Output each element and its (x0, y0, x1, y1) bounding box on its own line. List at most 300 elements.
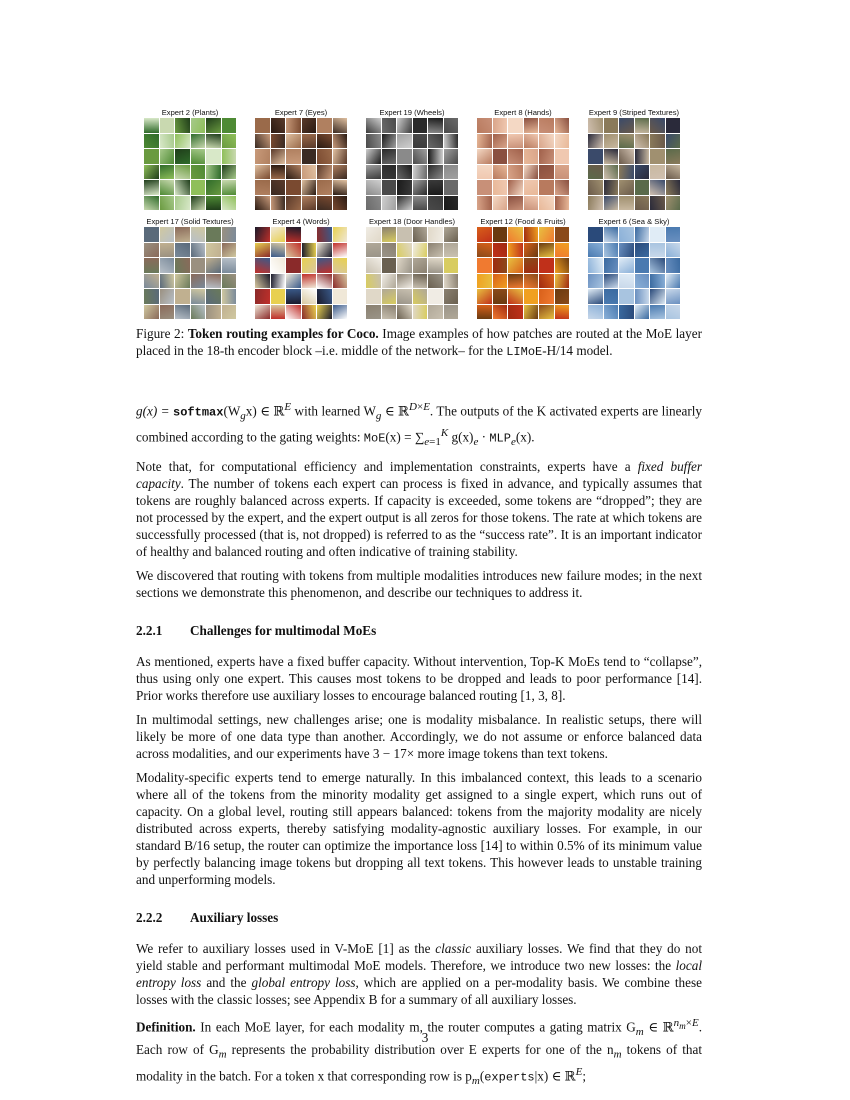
patch-tile (397, 227, 412, 242)
patch-tile (666, 305, 681, 320)
patch-tile (382, 274, 397, 289)
patch-tile (382, 134, 397, 149)
patch-tile (222, 274, 237, 289)
patch-tile (413, 165, 428, 180)
patch-tile (428, 149, 443, 164)
patch-tile (206, 134, 221, 149)
paragraph-modality-experts: Modality-specific experts tend to emerge naturally. In this imbalanced context, this leads to a scenario where all of the tokens from the minority modality get assigned to a single expert, which runs out of capacity. On a global level, routing still appears balanced: tokens from the majority modality are nicely distributed across experts, thereby satisfying modality-agnostic auxiliary losses. For example, in our standard B/16 setup, the router can optimize the importance loss [14] to within 0.5% of its minimum value by perfectly balancing image tokens but dropping all text tokens. This however leads to unstable training and unperforming models. (136, 770, 702, 888)
patch-tile (317, 305, 332, 320)
patch-tile (444, 243, 459, 258)
patch-tile (444, 258, 459, 273)
patch-tile (588, 149, 603, 164)
patch-tile (428, 274, 443, 289)
panel-title: Expert 17 (Solid Textures) (146, 217, 234, 226)
patch-tile (666, 289, 681, 304)
section-heading-aux-losses: 2.2.2 Auxiliary losses (136, 910, 279, 926)
patch-tile (175, 149, 190, 164)
patch-tile (222, 196, 237, 211)
patch-tile (666, 274, 681, 289)
patch-tile (604, 118, 619, 133)
patch-tile (144, 305, 159, 320)
patch-tile (382, 149, 397, 164)
patch-tile (317, 149, 332, 164)
patch-tile (302, 180, 317, 195)
patch-tile (524, 134, 539, 149)
figure-panel (469, 217, 577, 319)
patch-tile (160, 149, 175, 164)
patch-tile (493, 227, 508, 242)
patch-tile (493, 305, 508, 320)
patch-tile (508, 118, 523, 133)
patch-tile (413, 305, 428, 320)
patch-tile (144, 243, 159, 258)
patch-tile (477, 196, 492, 211)
patch-tile (413, 243, 428, 258)
patch-tile (444, 149, 459, 164)
patch-tile (666, 118, 681, 133)
patch-tile (222, 227, 237, 242)
patch-tile (477, 165, 492, 180)
patch-tile (539, 196, 554, 211)
patch-tile (477, 305, 492, 320)
patch-tile (286, 165, 301, 180)
patch-tile (222, 243, 237, 258)
page-content (136, 108, 702, 1097)
patch-tile (333, 274, 348, 289)
patch-tile (604, 243, 619, 258)
patch-tile (255, 243, 270, 258)
patch-tile (539, 289, 554, 304)
patch-mosaic-image (366, 227, 458, 319)
caption-text-2: -H/14 model. (542, 343, 613, 358)
patch-tile (317, 274, 332, 289)
patch-tile (175, 134, 190, 149)
patch-tile (428, 196, 443, 211)
patch-tile (271, 243, 286, 258)
patch-tile (539, 305, 554, 320)
patch-tile (477, 180, 492, 195)
patch-tile (619, 227, 634, 242)
patch-tile (604, 274, 619, 289)
patch-tile (619, 305, 634, 320)
patch-tile (333, 149, 348, 164)
patch-tile (493, 196, 508, 211)
figure-panel (247, 108, 355, 210)
panel-title: Expert 6 (Sea & Sky) (598, 217, 670, 226)
figure-panel (136, 108, 244, 210)
patch-tile (539, 165, 554, 180)
patch-tile (635, 196, 650, 211)
patch-tile (604, 289, 619, 304)
patch-tile (302, 227, 317, 242)
patch-tile (539, 180, 554, 195)
figure-panel (580, 217, 688, 319)
patch-tile (271, 118, 286, 133)
patch-tile (619, 274, 634, 289)
patch-tile (428, 243, 443, 258)
section-heading-challenges: 2.2.1 Challenges for multimodal MoEs (136, 623, 377, 639)
patch-tile (650, 134, 665, 149)
patch-tile (255, 305, 270, 320)
patch-tile (191, 149, 206, 164)
patch-tile (524, 227, 539, 242)
patch-tile (144, 149, 159, 164)
patch-tile (588, 180, 603, 195)
patch-tile (477, 149, 492, 164)
patch-tile (206, 180, 221, 195)
patch-tile (366, 227, 381, 242)
patch-tile (650, 274, 665, 289)
patch-tile (524, 289, 539, 304)
caption-mono: LIMoE (506, 345, 543, 359)
patch-tile (302, 165, 317, 180)
patch-tile (397, 289, 412, 304)
patch-mosaic-image (144, 227, 236, 319)
patch-tile (444, 274, 459, 289)
patch-tile (524, 180, 539, 195)
patch-tile (175, 118, 190, 133)
patch-tile (286, 227, 301, 242)
figure-panel (247, 217, 355, 319)
patch-mosaic-image (477, 227, 569, 319)
patch-tile (255, 149, 270, 164)
patch-tile (444, 134, 459, 149)
patch-tile (333, 227, 348, 242)
patch-tile (413, 118, 428, 133)
patch-tile (160, 165, 175, 180)
panel-title: Expert 12 (Food & Fruits) (480, 217, 566, 226)
patch-tile (397, 165, 412, 180)
patch-tile (555, 180, 570, 195)
patch-tile (619, 180, 634, 195)
patch-tile (222, 305, 237, 320)
figure-panel (136, 217, 244, 319)
panel-title: Expert 19 (Wheels) (379, 108, 445, 117)
patch-tile (604, 180, 619, 195)
patch-tile (397, 149, 412, 164)
patch-tile (539, 134, 554, 149)
patch-tile (428, 258, 443, 273)
patch-tile (271, 149, 286, 164)
patch-tile (413, 289, 428, 304)
patch-tile (524, 258, 539, 273)
patch-tile (666, 227, 681, 242)
patch-tile (302, 305, 317, 320)
patch-mosaic-image (255, 227, 347, 319)
patch-tile (413, 196, 428, 211)
patch-tile (588, 134, 603, 149)
patch-tile (650, 258, 665, 273)
patch-tile (539, 274, 554, 289)
patch-tile (271, 305, 286, 320)
patch-tile (666, 258, 681, 273)
patch-tile (175, 227, 190, 242)
patch-tile (524, 305, 539, 320)
patch-mosaic-image (366, 118, 458, 210)
patch-tile (302, 118, 317, 133)
patch-tile (382, 243, 397, 258)
patch-tile (508, 227, 523, 242)
patch-tile (604, 149, 619, 164)
patch-tile (333, 118, 348, 133)
patch-tile (255, 258, 270, 273)
patch-tile (555, 118, 570, 133)
patch-tile (413, 149, 428, 164)
patch-tile (413, 258, 428, 273)
patch-tile (255, 165, 270, 180)
patch-tile (650, 227, 665, 242)
patch-tile (650, 305, 665, 320)
patch-tile (619, 258, 634, 273)
patch-tile (444, 227, 459, 242)
patch-tile (286, 149, 301, 164)
patch-tile (619, 118, 634, 133)
patch-tile (366, 258, 381, 273)
patch-tile (191, 305, 206, 320)
patch-tile (650, 165, 665, 180)
panel-title: Expert 4 (Words) (272, 217, 330, 226)
patch-tile (493, 149, 508, 164)
caption-label: Figure 2: (136, 326, 185, 341)
patch-tile (493, 165, 508, 180)
patch-tile (604, 258, 619, 273)
patch-tile (588, 165, 603, 180)
patch-tile (206, 243, 221, 258)
patch-tile (333, 196, 348, 211)
patch-tile (493, 274, 508, 289)
patch-tile (144, 118, 159, 133)
patch-tile (255, 274, 270, 289)
patch-tile (255, 118, 270, 133)
patch-tile (317, 196, 332, 211)
patch-tile (382, 180, 397, 195)
patch-tile (317, 243, 332, 258)
patch-tile (206, 118, 221, 133)
patch-tile (477, 118, 492, 133)
patch-tile (604, 134, 619, 149)
patch-tile (160, 227, 175, 242)
patch-tile (635, 165, 650, 180)
patch-tile (444, 118, 459, 133)
patch-tile (144, 274, 159, 289)
patch-tile (160, 196, 175, 211)
patch-tile (366, 243, 381, 258)
patch-tile (144, 227, 159, 242)
patch-tile (555, 227, 570, 242)
patch-tile (477, 258, 492, 273)
patch-tile (588, 243, 603, 258)
patch-tile (413, 274, 428, 289)
patch-tile (555, 196, 570, 211)
patch-tile (397, 196, 412, 211)
patch-tile (222, 149, 237, 164)
patch-tile (604, 165, 619, 180)
patch-tile (175, 243, 190, 258)
patch-tile (144, 289, 159, 304)
patch-tile (333, 243, 348, 258)
patch-tile (555, 305, 570, 320)
patch-tile (175, 196, 190, 211)
patch-tile (635, 258, 650, 273)
patch-mosaic-image (588, 118, 680, 210)
patch-tile (635, 274, 650, 289)
patch-tile (286, 274, 301, 289)
patch-tile (191, 118, 206, 133)
patch-tile (271, 134, 286, 149)
paragraph-collapse: As mentioned, experts have a fixed buffer capacity. Without intervention, Top-K MoEs tend to “collapse”, thus using only one expert. This causes most tokens to be dropped and leads to poor performance [14]. Prior works therefore use auxiliary losses to encourage balanced routing [1, 3, 8]. (136, 654, 702, 704)
patch-tile (206, 227, 221, 242)
patch-tile (555, 289, 570, 304)
patch-tile (255, 227, 270, 242)
patch-tile (539, 227, 554, 242)
patch-tile (333, 134, 348, 149)
patch-tile (413, 134, 428, 149)
patch-tile (397, 274, 412, 289)
patch-tile (366, 118, 381, 133)
patch-tile (317, 165, 332, 180)
patch-tile (302, 149, 317, 164)
patch-tile (444, 289, 459, 304)
patch-tile (428, 289, 443, 304)
patch-tile (493, 134, 508, 149)
figure-panel (358, 108, 466, 210)
patch-tile (206, 165, 221, 180)
patch-tile (271, 274, 286, 289)
patch-tile (255, 180, 270, 195)
patch-tile (508, 305, 523, 320)
figure-panel (358, 217, 466, 319)
patch-tile (206, 305, 221, 320)
patch-tile (302, 134, 317, 149)
patch-tile (222, 180, 237, 195)
patch-tile (428, 180, 443, 195)
patch-tile (666, 149, 681, 164)
patch-tile (286, 305, 301, 320)
patch-tile (302, 243, 317, 258)
patch-tile (222, 165, 237, 180)
patch-tile (493, 289, 508, 304)
patch-tile (366, 165, 381, 180)
patch-tile (222, 289, 237, 304)
patch-tile (317, 134, 332, 149)
patch-tile (317, 180, 332, 195)
patch-tile (619, 289, 634, 304)
patch-tile (382, 165, 397, 180)
patch-tile (271, 180, 286, 195)
patch-tile (382, 289, 397, 304)
patch-tile (333, 258, 348, 273)
patch-tile (366, 196, 381, 211)
patch-tile (539, 118, 554, 133)
patch-tile (382, 227, 397, 242)
patch-tile (666, 165, 681, 180)
patch-tile (666, 134, 681, 149)
patch-tile (397, 258, 412, 273)
patch-tile (428, 305, 443, 320)
patch-tile (397, 134, 412, 149)
figure-grid (136, 108, 702, 319)
patch-tile (175, 258, 190, 273)
patch-tile (317, 118, 332, 133)
patch-tile (222, 134, 237, 149)
patch-tile (493, 118, 508, 133)
patch-tile (604, 196, 619, 211)
patch-tile (175, 305, 190, 320)
patch-tile (635, 289, 650, 304)
patch-tile (191, 289, 206, 304)
patch-tile (635, 227, 650, 242)
patch-tile (508, 289, 523, 304)
patch-tile (144, 196, 159, 211)
patch-tile (588, 196, 603, 211)
figure-caption (136, 325, 702, 361)
patch-tile (588, 274, 603, 289)
patch-tile (539, 243, 554, 258)
patch-tile (144, 134, 159, 149)
patch-tile (271, 227, 286, 242)
figure-panel (580, 108, 688, 210)
patch-tile (271, 289, 286, 304)
patch-tile (619, 243, 634, 258)
patch-tile (191, 196, 206, 211)
patch-tile (650, 289, 665, 304)
paragraph-definition: Definition. In each MoE layer, for each modality m, the router computes a gating matrix $G_m$ ∈ ℝ$^{n_m\times E}$. Each row of $G_m$ represents the probability distribution over E experts for one of the $n_m$ tokens of that modality in the batch. For a token x that corresponding row is $p_m(experts|x)$ ∈ ℝ$^E$; (136, 1017, 702, 1087)
patch-tile (539, 258, 554, 273)
patch-tile (555, 134, 570, 149)
patch-tile (619, 196, 634, 211)
caption-text-1: Image examples of how patches are routed at the MoE layer placed in the 18-th encoder block –i.e. middle of the network– for the (136, 326, 702, 358)
patch-tile (160, 243, 175, 258)
figure-2 (136, 108, 702, 361)
patch-tile (555, 258, 570, 273)
patch-tile (524, 149, 539, 164)
patch-tile (588, 227, 603, 242)
patch-tile (508, 149, 523, 164)
patch-tile (286, 118, 301, 133)
patch-tile (588, 305, 603, 320)
patch-tile (286, 196, 301, 211)
patch-tile (191, 180, 206, 195)
patch-tile (366, 289, 381, 304)
patch-tile (555, 165, 570, 180)
patch-tile (397, 305, 412, 320)
patch-tile (271, 165, 286, 180)
patch-tile (160, 274, 175, 289)
patch-tile (191, 227, 206, 242)
patch-tile (366, 274, 381, 289)
patch-tile (635, 180, 650, 195)
paragraph-classic-losses: We refer to auxiliary losses used in V-MoE [1] as the classic auxiliary losses. We find that they do not yield stable and performant multimodal MoE models. Therefore, we introduce two new losses: the local entropy loss and the global entropy loss, which are applied on a per-modality basis. We combine these losses with the classic losses; see Appendix B for a summary of all auxiliary losses. (136, 941, 702, 1008)
patch-tile (397, 180, 412, 195)
patch-tile (666, 243, 681, 258)
panel-title: Expert 7 (Eyes) (274, 108, 328, 117)
patch-tile (271, 258, 286, 273)
patch-tile (539, 149, 554, 164)
patch-tile (382, 305, 397, 320)
panel-title: Expert 9 (Striped Textures) (588, 108, 680, 117)
patch-tile (191, 165, 206, 180)
patch-tile (524, 196, 539, 211)
patch-tile (619, 149, 634, 164)
patch-mosaic-image (588, 227, 680, 319)
patch-tile (144, 165, 159, 180)
patch-tile (508, 196, 523, 211)
patch-tile (206, 149, 221, 164)
panel-title: Expert 2 (Plants) (161, 108, 219, 117)
patch-tile (635, 134, 650, 149)
patch-tile (619, 134, 634, 149)
patch-tile (191, 258, 206, 273)
